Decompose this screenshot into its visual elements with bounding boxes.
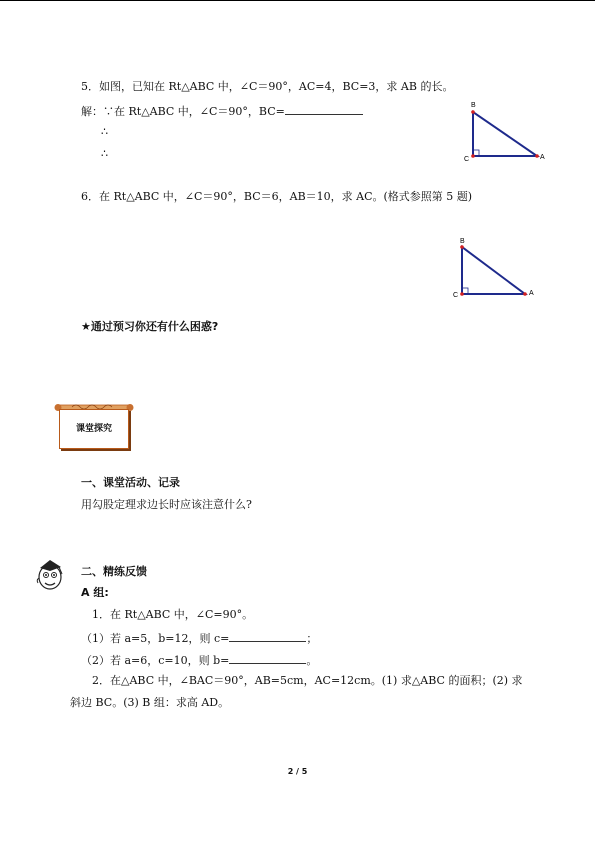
q6-label-b: B	[460, 238, 465, 245]
q5-triangle	[473, 112, 537, 156]
header-rule	[0, 0, 595, 1]
q5-vertex-a	[535, 154, 539, 158]
q6-vertex-a	[523, 292, 527, 296]
cartoon-student-icon	[34, 556, 66, 592]
q5-answer-blank[interactable]	[285, 103, 363, 115]
ex1-part1	[81, 630, 317, 646]
section1-title: 一、课堂活动、记录	[81, 476, 180, 489]
q5-therefore-1: ∴	[101, 125, 108, 138]
confusion-prompt: ★通过预习你还有什么困惑?	[81, 320, 219, 333]
q6-triangle-figure	[450, 233, 542, 301]
ex2-line1: 2．在△ABC 中，∠BAC＝90°，AB=5cm，AC=12cm。(1) 求△ABC 的面积；(2) 求	[92, 674, 523, 687]
q6-vertex-c	[460, 292, 464, 296]
q5-triangle-figure	[460, 98, 552, 166]
ex1-part2-end: 。	[306, 654, 318, 667]
q5-label-a: A	[540, 154, 545, 161]
q5-solution-text: 解：∵在 Rt△ABC 中，∠C＝90°，BC=	[81, 105, 285, 118]
q5-solution-line	[81, 103, 363, 119]
ex1-text: 1．在 Rt△ABC 中，∠C=90°。	[92, 608, 254, 621]
ex1-part1-blank[interactable]	[229, 630, 306, 642]
q5-label-c: C	[464, 156, 470, 163]
ex1-part2-text: （2）若 a=6，c=10，则 b=	[81, 654, 230, 667]
section1-text: 用勾股定理求边长时应该注意什么?	[81, 498, 252, 511]
q6-label-c: C	[453, 292, 459, 299]
section2-title: 二、精练反馈	[81, 565, 147, 578]
q6-text: 6．在 Rt△ABC 中，∠C＝90°，BC＝6，AB＝10，求 AC。(格式参照第 5 题)	[81, 190, 473, 203]
q6-triangle	[462, 247, 525, 294]
q6-label-a: A	[529, 290, 534, 297]
q5-vertex-c	[471, 154, 475, 158]
group-a-label: A 组:	[81, 586, 109, 599]
page-number: 2 / 5	[287, 767, 308, 776]
ex1-part2-blank[interactable]	[229, 652, 306, 664]
ex2-line2: 斜边 BC。(3) B 组：求高 AD。	[70, 696, 230, 709]
ex1-part2	[81, 652, 317, 668]
class-exploration-banner	[52, 399, 136, 451]
q5-text: 5．如图，已知在 Rt△ABC 中，∠C＝90°，AC=4，BC=3，求 AB 的长。	[81, 80, 454, 93]
q5-therefore-2: ∴	[101, 147, 108, 160]
q5-label-b: B	[471, 102, 476, 109]
banner-label: 课堂探究	[75, 424, 112, 434]
ex1-part1-text: （1）若 a=5，b=12，则 c=	[81, 632, 230, 645]
q6-vertex-b	[460, 245, 464, 249]
ex1-part1-end: ；	[306, 632, 318, 645]
q5-vertex-b	[471, 110, 475, 114]
